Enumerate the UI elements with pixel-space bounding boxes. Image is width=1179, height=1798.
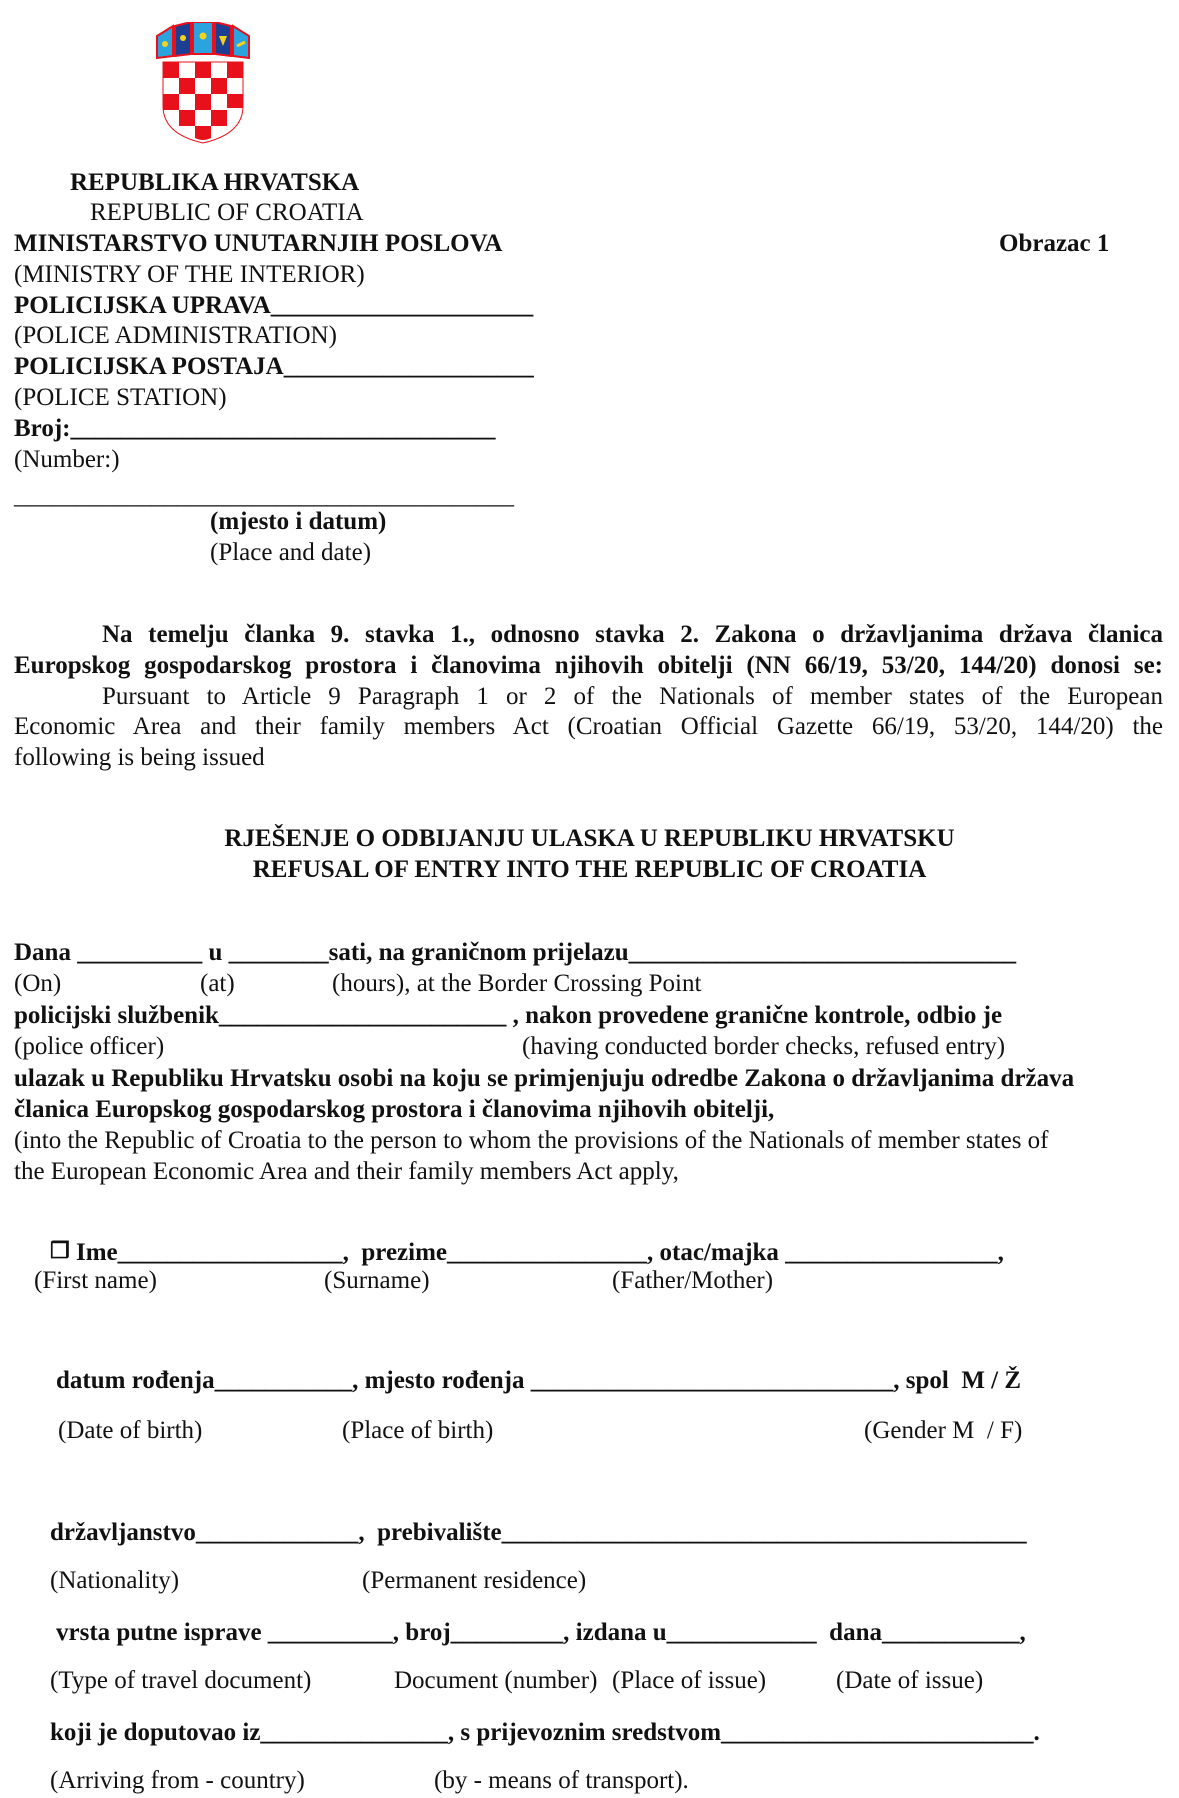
on-label: (On) [14,970,62,997]
croatian-coat-of-arms-icon [155,22,251,144]
document-title-en: REFUSAL OF ENTRY INTO THE REPUBLIC OF CROATIA [252,856,927,883]
police-officer-label: (police officer) [14,1033,165,1060]
permanent-residence-label: (Permanent residence) [362,1567,587,1594]
travel-document-type-label: (Type of travel document) [50,1667,312,1694]
checkbox-icon: ❒ [50,1238,70,1263]
police-administration-label: (POLICE ADMINISTRATION) [14,322,337,349]
border-checks-label: (having conducted border checks, refused entry) [522,1033,1006,1060]
entry-refusal-en-line-1: (into the Republic of Croatia to the person to whom the provisions of the Nationals of member states of [14,1127,1049,1154]
police-station-field: POLICIJSKA POSTAJA____________________ [14,353,534,380]
place-of-issue-label: (Place of issue) [612,1667,767,1694]
police-officer-field: policijski službenik_______________________ , nakon provedene granične kontrole, odbio je [14,1002,1003,1029]
crest-shield [163,62,243,143]
legal-basis-en-line-2: Economic Area and their family members Act (Croatian Official Gazette 66/19, 53/20, 144/20) the [14,713,1163,740]
entry-refusal-hr-line-2: članica Europskog gospodarskog prostora i članovima njihovih obitelji, [14,1096,775,1123]
name-fields: Ime__________________, prezime________________, otac/majka _________________, [76,1239,1004,1266]
date-of-issue-label: (Date of issue) [836,1667,984,1694]
nationality-residence-fields: državljanstvo_____________, prebivalište__________________________________________ [50,1519,1027,1546]
document-title-hr: RJEŠENJE O ODBIJANJU ULASKA U REPUBLIKU HRVATSKU [224,825,955,852]
means-of-transport-label: (by - means of transport). [434,1767,689,1794]
nationality-label: (Nationality) [50,1567,180,1594]
entry-refusal-en-line-2: the European Economic Area and their family members Act apply, [14,1158,679,1185]
place-date-line: ________________________________________ [14,482,514,509]
document-number-label: Document (number) [394,1667,598,1694]
surname-label: (Surname) [324,1267,430,1294]
entry-refusal-hr-line-1: ulazak u Republiku Hrvatsku osobi na koju se primjenjuju odredbe Zakona o državljanima država [14,1065,1075,1092]
first-name-label: (First name) [34,1267,157,1294]
legal-basis-hr-line-2: Europskog gospodarskog prostora i članovima njihovih obitelji (NN 66/19, 53/20, 144/20) donosi se: [14,652,1163,679]
hours-crossing-label: (hours), at the Border Crossing Point [332,970,702,997]
legal-basis-hr-line-1: Na temelju članka 9. stavka 1., odnosno stavka 2. Zakona o državljanima država članica [102,621,1163,648]
place-date-label-hr: (mjesto i datum) [210,508,387,535]
ministry-name-hr: MINISTARSTVO UNUTARNJIH POSLOVA [14,230,503,257]
place-date-label-en: (Place and date) [210,539,372,566]
crest-crown [157,22,249,58]
date-of-birth-label: (Date of birth) [58,1417,203,1444]
gender-label: (Gender M / F) [864,1417,1023,1444]
at-label: (at) [200,970,235,997]
ministry-name-en: (MINISTRY OF THE INTERIOR) [14,261,365,288]
arrival-transport-fields: koji je doputovao iz_______________, s prijevoznim sredstvom_________________________. [50,1719,1040,1746]
number-label: (Number:) [14,446,120,473]
police-station-label: (POLICE STATION) [14,384,227,411]
arriving-from-label: (Arriving from - country) [50,1767,305,1794]
travel-document-fields: vrsta putne isprave __________, broj_________, izdana u____________ dana___________, [56,1619,1026,1646]
number-field: Broj:__________________________________ [14,415,496,442]
country-name-hr: REPUBLIKA HRVATSKA [70,169,360,196]
parent-label: (Father/Mother) [612,1267,774,1294]
police-administration-field: POLICIJSKA UPRAVA_____________________ [14,292,534,319]
country-name-en: REPUBLIC OF CROATIA [90,199,364,226]
place-of-birth-label: (Place of birth) [342,1417,494,1444]
form-number: Obrazac 1 [999,230,1110,257]
legal-basis-en-line-1: Pursuant to Article 9 Paragraph 1 or 2 of the Nationals of member states of the European [102,683,1163,710]
legal-basis-en-line-3: following is being issued [14,744,265,771]
birth-gender-fields: datum rođenja___________, mjesto rođenja _____________________________, spol M / Ž [56,1367,1022,1394]
date-time-crossing-field: Dana __________ u ________sati, na graničnom prijelazu_______________________________ [14,939,1017,966]
